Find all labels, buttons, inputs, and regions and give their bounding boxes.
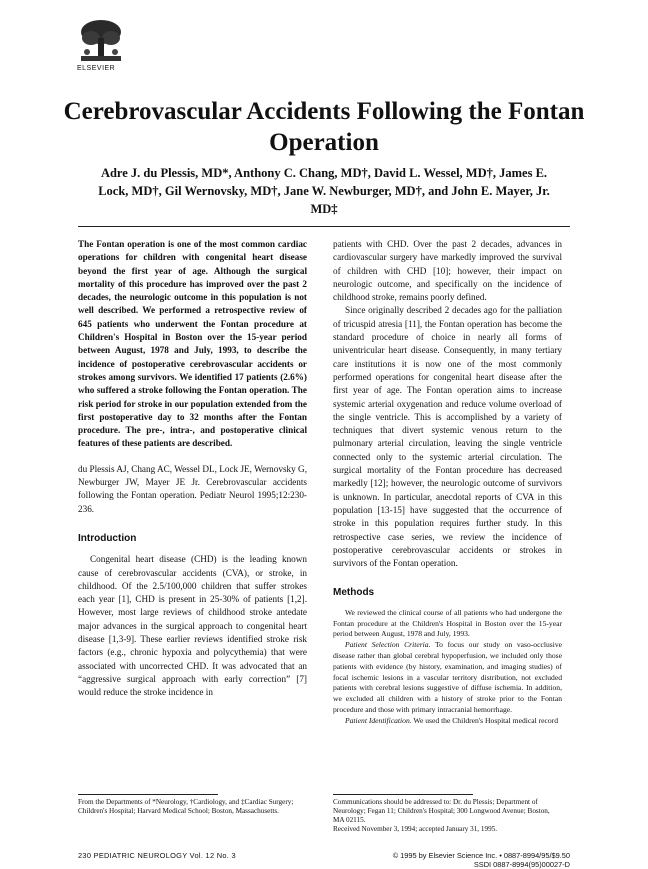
introduction-paragraph: Congenital heart disease (CHD) is the leading known cause of cerebrovascular accidents (CVA), or stroke, in childhood. Of the 2.5/100,000 children that suffer strokes each year [1], CHD is present in 25-30% of patients [1,2]. However, most large reviews of childhood stroke antedate major advances in the surgical approach to congenital heart disease [1,3-9]. These earlier reviews identified stroke risk factors (e.g., chronic hypoxia and polycythemia) that were associated with uncorrected CHD. It was advocated that an “aggressive surgical approach with early correction” [7] would reduce the stroke incidence in (78, 554, 307, 698)
methods-paragraph: We reviewed the clinical course of all patients who had undergone the Fontan procedure at the Children's Hospital in Boston over the 15-year period between August, 1978 and July, 1993. (333, 607, 562, 639)
article-authors: Adre J. du Plessis, MD*, Anthony C. Chang, MD†, David L. Wessel, MD†, James E. Lock, MD†, Gil Wernovsky, MD†, Jane W. Newburger, MD†, and John E. Mayer, Jr. MD‡ (98, 166, 550, 216)
publisher-logo (77, 16, 125, 72)
ssdi-text: SSDI 0887-8994(95)00027-D (473, 860, 570, 869)
elsevier-tree-icon (77, 16, 125, 64)
affiliations-text: From the Departments of *Neurology, †Cardiology, and ‡Cardiac Surgery; Children's Hospital; Harvard Medical School; Boston, Massachusetts. (78, 798, 294, 815)
copyright-block (393, 851, 570, 869)
copyright-text: © 1995 by Elsevier Science Inc. • 0887-8994/95/$9.50 (392, 851, 570, 860)
journal-citation: 230 PEDIATRIC NEUROLOGY Vol. 12 No. 3 (78, 851, 236, 860)
identification-paragraph (333, 716, 562, 727)
introduction-heading: Introduction (78, 532, 137, 544)
article-title: Cerebrovascular Accidents Following the Fontan Operation (63, 98, 585, 156)
footnote-divider-right (333, 794, 473, 795)
left-column (78, 238, 307, 700)
selection-criteria-text: To focus our study on vaso-occlusive disease rather than global cerebral hypoperfusion, we included only those patients with evidence (by history, examination, and imaging studies) of focal ischemic lesions in a vascular territory distribution, not excluded patients with cerebral lesions suggestive of diffuse ischemia. In addition, we excluded all children with a history of stroke prior to the Fontan procedure and those with primary intracranial hemorrhage. (333, 640, 562, 714)
identification-text: We used the Children's Hospital medical record (413, 715, 558, 725)
footnote-divider-left (78, 794, 218, 795)
affiliations-footnote (78, 798, 307, 816)
abstract: The Fontan operation is one of the most common cardiac operations for children with congenital heart disease beyond the first year of age. Although the surgical mortality of this procedure has improved over the past 2 decades, the neurologic outcome in this population is not well described. We performed a retrospective review of 645 patients who underwent the Fontan procedure at Children's Hospital in Boston over the 15-year period between August, 1978 and July, 1993, to describe the incidence of postoperative cerebrovascular accidents or strokes among survivors. We identified 17 patients (2.6%) who suffered a stroke following the Fontan operation. The risk period for stroke in our population extended from the first postoperative day to 32 months after the Fontan procedure. The pre-, intra-, and postoperative clinical features of these patients are described. (78, 239, 307, 449)
selection-criteria-paragraph (333, 640, 562, 716)
title-divider (78, 226, 570, 227)
correspondence-text: Communications should be addressed to: Dr. du Plessis; Department of Neurology; Fegan 11; Children's Hospital; 300 Longwood Avenue; Boston, MA 02115. (333, 798, 550, 824)
selection-criteria-label: Patient Selection Criteria. (345, 640, 431, 650)
correspondence-footnote (333, 798, 562, 834)
identification-label: Patient Identification. (345, 715, 412, 725)
received-text: Received November 3, 1994; accepted January 31, 1995. (333, 825, 498, 833)
right-column (333, 238, 562, 726)
publisher-name: ELSEVIER (77, 65, 116, 72)
fontan-paragraph: Since originally described 2 decades ago for the palliation of tricuspid atresia [11], the Fontan operation has become the standard procedure of choice in nearly all forms of univentricular heart disease. Consequently, in many tertiary care institutions it is now one of the most commonly performed operations for congenital heart disease after the first year of age. The Fontan operation aims to increase systemic arterial oxygenation and reduce volume overload of the single ventricle. This is accomplished by a variety of techniques that divert systemic venous return to the pulmonary arterial circulation, leaving the single ventricle connected only to the systemic arterial circulation. The surgical mortality of the Fontan procedure has decreased markedly [12]; however, the neurologic outcome of survivors is unknown. In particular, anecdotal reports of CVA in this population [13-15] have suggested that the occurrence of stroke in this population requires further study. In this retrospective case series, we review the incidence of postoperative cerebrovascular accidents or strokes in survivors of the Fontan operation. (333, 305, 562, 569)
methods-heading: Methods (333, 587, 375, 599)
citation: du Plessis AJ, Chang AC, Wessel DL, Lock JE, Wernovsky G, Newburger JW, Mayer JE Jr. Cerebrovascular accidents following the Fontan operation. Pediatr Neurol 1995;12:230-236. (78, 463, 307, 514)
introduction-continuation: patients with CHD. Over the past 2 decades, advances in cardiovascular surgery have markedly improved the survival of children with CHD [10]; however, their impact on neurologic outcome, and specifically on the incidence of childhood stroke, remains poorly defined. (333, 239, 562, 303)
